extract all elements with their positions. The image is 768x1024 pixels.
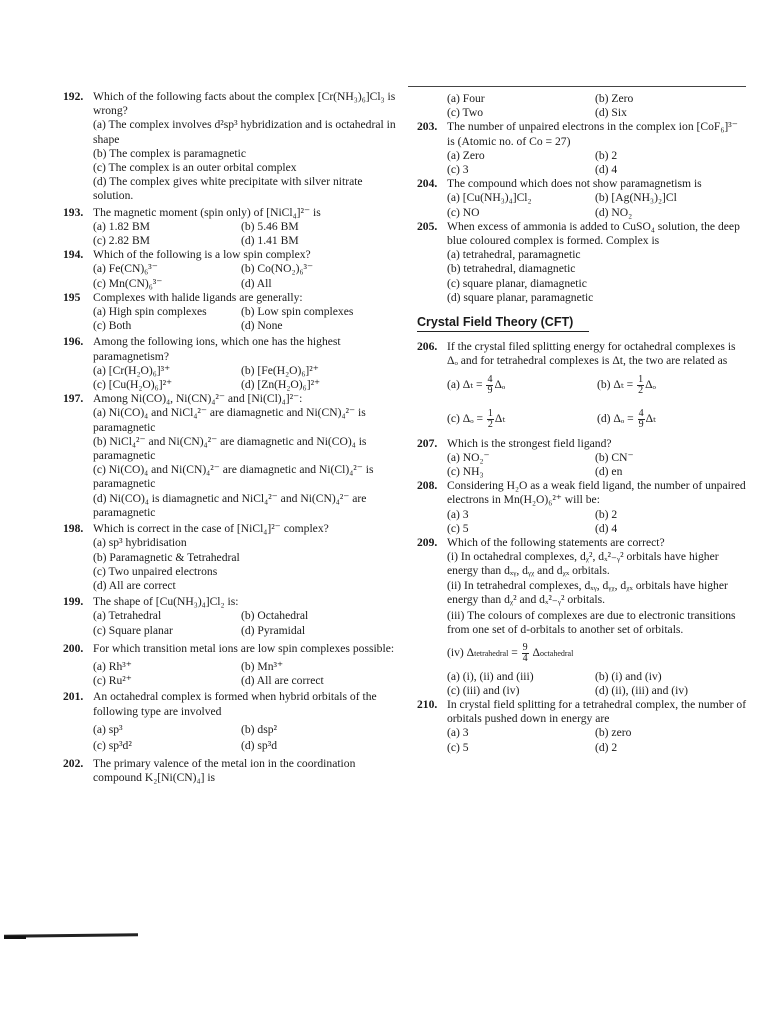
header-rule [408, 86, 746, 87]
option-d: (d) sp³d [241, 738, 277, 752]
option-a: (a) [Cu(NH₃)₄]Cl₂ [447, 191, 532, 205]
option-c: (c) The complex is an outer orbital complex [93, 161, 297, 175]
option-b: (b) Mn³⁺ [241, 659, 284, 673]
option-b: (b) Paramagnetic & Tetrahedral [93, 550, 240, 564]
question-206 [417, 340, 747, 436]
option-label: (a) Δₜ = [447, 378, 483, 392]
denominator: 4 [522, 653, 528, 664]
option-d: (d) All [241, 276, 272, 290]
question-210 [417, 698, 747, 755]
question-number: 210. [417, 697, 438, 711]
question-204 [417, 177, 747, 220]
question-stem: The shape of [Cu(NH₃)₄]Cl₂ is: [93, 595, 239, 609]
option-d: (d) NO₂ [595, 205, 633, 219]
option-b: (b) The complex is paramagnetic [93, 146, 247, 160]
question-202-options [417, 92, 747, 120]
option-a: (a) Fe(CN)₆³⁻ [93, 262, 158, 276]
option-tail: Δₒ [494, 378, 506, 392]
option-d: (d) All are correct [241, 674, 324, 688]
question-196 [63, 335, 401, 392]
question-number: 194. [63, 248, 84, 262]
option-d: (d) 4 [595, 521, 618, 535]
question-203 [417, 120, 747, 177]
option-d: (d) 1.41 BM [241, 234, 299, 248]
option-c: (c) 2.82 BM [93, 234, 150, 248]
section-heading: Crystal Field Theory (CFT) [417, 315, 589, 332]
question-number: 202. [63, 757, 84, 771]
question-194 [63, 248, 401, 291]
option-a: (a) Four [447, 92, 485, 105]
option-a: (a) Rh³⁺ [93, 659, 132, 673]
option-d: (d) en [595, 465, 623, 479]
left-column [63, 90, 401, 786]
denominator: 2 [638, 385, 644, 397]
numerator: 9 [522, 642, 528, 653]
option-c: (c) (iii) and (iv) [447, 683, 520, 697]
option-c [447, 409, 597, 430]
question-198 [63, 522, 401, 593]
question-number: 201. [63, 690, 84, 704]
option-c: (c) 5 [447, 740, 469, 754]
statement-ii: (ii) In tetrahedral complexes, dₓᵧ, dᵧᵪ, dᵪₓ orbitals have higher energy than dᵪ² and dₓ²₋ᵧ² orbitals. [447, 578, 728, 606]
question-stem: The magnetic moment (spin only) of [NiCl₄]²⁻ is [93, 205, 321, 219]
question-199 [63, 595, 401, 638]
option-a: (a) sp³ [93, 722, 123, 736]
option-b: (b) zero [595, 726, 632, 740]
option-c: (c) Ni(CO)₄ and Ni(CN)₄²⁻ are diamagnetic and Ni(Cl)₄²⁻ is paramagnetic [93, 463, 374, 491]
question-stem: If the crystal filed splitting energy for octahedral complexes is Δₒ and for tetrahedral complexes is Δt, the two are related as [447, 340, 736, 368]
fraction [637, 375, 644, 396]
question-197 [63, 392, 401, 520]
scan-mark-end [4, 936, 26, 939]
option-tail: Δₒ [645, 378, 656, 392]
question-number: 207. [417, 436, 438, 450]
option-d: (d) Six [595, 106, 627, 120]
question-201 [63, 690, 401, 753]
option-b: (b) tetrahedral, diamagnetic [447, 262, 576, 276]
question-stem: The number of unpaired electrons in the complex ion [CoF₆]³⁻ is (Atomic no. of Co = 27) [447, 120, 738, 148]
option-a: (a) 1.82 BM [93, 219, 150, 233]
numerator: 4 [487, 374, 493, 386]
option-c: (c) 5 [447, 521, 469, 535]
question-195 [63, 291, 401, 334]
option-b: (b) CN⁻ [595, 450, 634, 464]
question-stem: Which is correct in the case of [NiCl₄]²⁻ complex? [93, 522, 329, 536]
option-d: (d) (ii), (iii) and (iv) [595, 683, 689, 697]
question-stem: Considering H₂O as a weak field ligand, the number of unpaired electrons in Mn(H₂O)₆²⁺ will be: [447, 479, 746, 507]
option-a: (a) sp³ hybridisation [93, 536, 187, 550]
question-stem: In crystal field splitting for a tetrahedral complex, the number of orbitals pushed down in energy are [447, 697, 747, 726]
question-number: 192. [63, 90, 84, 103]
question-number: 197. [63, 392, 84, 406]
question-number: 196. [63, 335, 84, 349]
fraction [638, 409, 645, 430]
question-202 [63, 757, 401, 785]
option-c: (c) Ru²⁺ [93, 674, 132, 688]
option-d: (d) 2 [595, 740, 618, 754]
option-b: (b) Zero [595, 92, 634, 105]
question-stem: Complexes with halide ligands are generally: [93, 290, 303, 304]
option-a [447, 375, 597, 396]
option-a: (a) (i), (ii) and (iii) [447, 669, 534, 683]
option-b: (b) 2 [595, 148, 618, 162]
option-d: (d) Pyramidal [241, 623, 306, 637]
option-b [597, 375, 747, 396]
option-c: (c) sp³d² [93, 738, 132, 752]
statement-iv-label: (iv) Δ [447, 646, 475, 660]
option-tail: Δₜ [494, 412, 506, 426]
question-209 [417, 536, 747, 698]
option-tail: Δₜ [645, 412, 656, 426]
option-c: (c) [Cu(H₂O)₆]²⁺ [93, 378, 173, 392]
question-stem: When excess of ammonia is added to CuSO₄ solution, the deep blue coloured complex is formed. Complex is [447, 219, 740, 248]
right-column [417, 92, 747, 755]
option-a: (a) Zero [447, 148, 485, 162]
option-a: (a) [Cr(H₂O)₆]³⁺ [93, 363, 171, 377]
option-b: (b) NiCl₄²⁻ and Ni(CN)₄²⁻ are diamagnetic and Ni(CO)₄ is paramagnetic [93, 434, 367, 463]
question-192 [63, 90, 401, 204]
option-a: (a) tetrahedral, paramagnetic [447, 248, 581, 262]
fraction [522, 643, 529, 664]
fraction [486, 375, 493, 396]
statement-i: (i) In octahedral complexes, dᵪ², dₓ²₋ᵧ² orbitals have higher energy than dₓᵧ, dᵧᵪ and dᵪₓ orbitals. [447, 550, 719, 578]
option-c: (c) NO [447, 205, 480, 219]
question-number: 208. [417, 479, 438, 493]
option-b: (b) (i) and (iv) [595, 669, 662, 683]
option-b: (b) Co(NO₂)₆³⁻ [241, 262, 314, 276]
option-d: (d) [Zn(H₂O)₆]²⁺ [241, 378, 321, 392]
option-c: (c) square planar, diamagnetic [447, 276, 587, 290]
question-stem: Among the following ions, which one has the highest paramagnetism? [93, 335, 341, 363]
question-193 [63, 206, 401, 249]
question-208 [417, 479, 747, 536]
question-number: 203. [417, 120, 438, 134]
fraction [487, 409, 494, 430]
option-b: (b) Low spin complexes [241, 305, 354, 319]
option-a: (a) 3 [447, 726, 469, 740]
question-stem: Among Ni(CO)₄, Ni(CN)₄²⁻ and [Ni(Cl)₄]²⁻: [93, 392, 303, 406]
denominator: 2 [487, 419, 493, 431]
option-d: (d) 4 [595, 163, 618, 177]
question-number: 199. [63, 595, 84, 609]
option-a: (a) Ni(CO)₄ and NiCl₄²⁻ are diamagnetic and Ni(CN)₄²⁻ is paramagnetic [93, 406, 366, 434]
option-c: (c) Two unpaired electrons [93, 564, 218, 578]
denominator: 9 [638, 419, 644, 431]
question-stem: Which of the following is a low spin complex? [93, 248, 311, 262]
option-a: (a) 3 [447, 507, 469, 521]
question-stem: Which is the strongest field ligand? [447, 436, 612, 450]
option-b: (b) Octahedral [241, 609, 309, 623]
numerator: 1 [638, 374, 644, 386]
question-stem: The compound which does not show paramagnetism is [447, 177, 702, 191]
option-b: (b) [Fe(H₂O)₆]²⁺ [241, 363, 319, 377]
option-a: (a) The complex involves d²sp³ hybridization and is octahedral in shape [93, 118, 396, 146]
option-d: (d) The complex gives white precipitate with silver nitrate solution. [93, 175, 363, 203]
question-number: 205. [417, 219, 438, 233]
question-stem: For which transition metal ions are low spin complexes possible: [93, 641, 395, 655]
question-stem: Which of the following facts about the complex [Cr(NH₃)₆]Cl₃ is wrong? [93, 90, 396, 118]
question-207 [417, 437, 747, 480]
option-d: (d) square planar, paramagnetic [447, 290, 594, 304]
denominator: 9 [487, 385, 493, 397]
numerator: 1 [487, 408, 493, 420]
question-number: 198. [63, 522, 84, 536]
question-number: 200. [63, 641, 84, 655]
option-c: (c) NH₃ [447, 465, 484, 479]
statement-iii: (iii) The colours of complexes are due to electronic transitions from one set of d-orbitals to another set of orbitals. [447, 609, 736, 637]
question-number: 195 [63, 290, 81, 304]
option-c: (c) Mn(CN)₆³⁻ [93, 276, 163, 290]
option-label: (d) Δₒ = [597, 412, 634, 426]
question-205 [417, 220, 747, 305]
question-number: 209. [417, 536, 438, 550]
option-label: (b) Δₜ = [597, 378, 634, 392]
option-c: (c) Both [93, 319, 132, 333]
option-d: (d) Ni(CO)₄ is diamagnetic and NiCl₄²⁻ and Ni(CN)₄²⁻ are paramagnetic [93, 491, 367, 519]
statement-iv: (iv) Δ tetrahedral = $\frac{9}{4}$ Δ octahedral [447, 642, 574, 664]
option-b: (b) 2 [595, 507, 618, 521]
question-200 [63, 642, 401, 689]
option-d [597, 409, 747, 430]
question-number: 193. [63, 205, 84, 219]
question-stem: Which of the following statements are correct? [447, 536, 665, 550]
option-c: (c) 3 [447, 163, 469, 177]
option-a: (a) Tetrahedral [93, 609, 162, 623]
option-d: (d) None [241, 319, 283, 333]
option-b: (b) [Ag(NH₃)₂]Cl [595, 191, 677, 205]
option-c: (c) Two [447, 106, 483, 120]
option-a: (a) NO₂⁻ [447, 450, 490, 464]
question-number: 206. [417, 340, 438, 354]
option-d: (d) All are correct [93, 578, 176, 592]
option-b: (b) 5.46 BM [241, 219, 299, 233]
option-a: (a) High spin complexes [93, 305, 207, 319]
question-number: 204. [417, 177, 438, 191]
option-label: (c) Δₒ = [447, 412, 483, 426]
question-stem: The primary valence of the metal ion in the coordination compound K₂[Ni(CN)₄] is [93, 757, 356, 785]
numerator: 4 [638, 408, 644, 420]
option-b: (b) dsp² [241, 722, 277, 736]
option-c: (c) Square planar [93, 623, 173, 637]
question-stem: An octahedral complex is formed when hybrid orbitals of the following type are involved [93, 690, 377, 718]
